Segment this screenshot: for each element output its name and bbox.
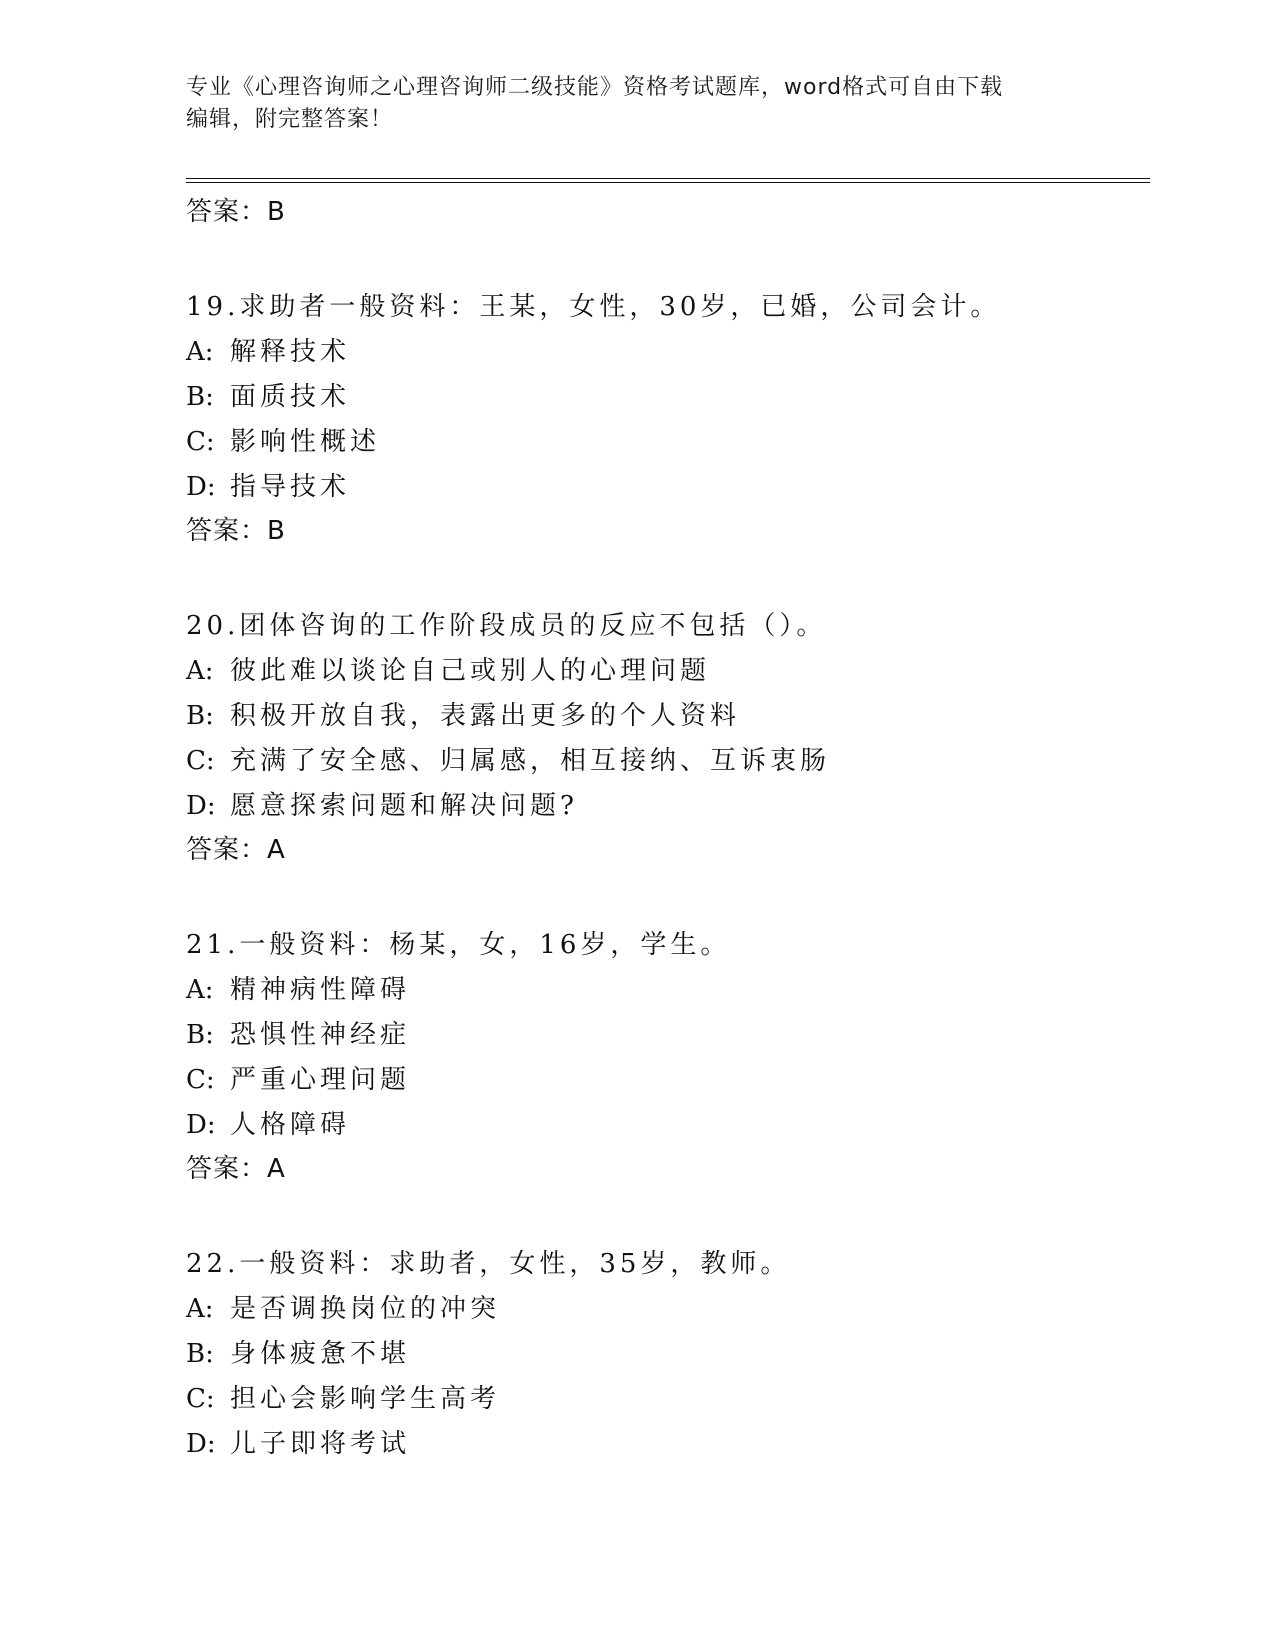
option-a [186, 649, 1150, 694]
option-a [186, 1287, 1150, 1332]
question-list [186, 191, 1150, 1467]
option-label: B: [186, 382, 214, 412]
option-label: C: [186, 1065, 215, 1095]
question-block [186, 284, 1150, 552]
option-c [186, 1377, 1150, 1422]
option-label: C: [186, 746, 215, 776]
option-text: 充满了安全感、归属感，相互接纳、互诉衷肠 [230, 746, 831, 776]
option-text: 面质技术 [230, 382, 351, 412]
option-c [186, 420, 1150, 465]
header-line-1: 专业《心理咨询师之心理咨询师二级技能》资格考试题库，word格式可自由下载 [186, 75, 1004, 100]
option-text: 儿子即将考试 [230, 1429, 411, 1459]
option-d [186, 1422, 1150, 1467]
option-text: 严重心理问题 [230, 1065, 411, 1095]
answer-line: 答案：A [186, 835, 286, 865]
option-label: D: [186, 791, 216, 821]
question-block [186, 603, 1150, 871]
option-label: A: [186, 1294, 214, 1324]
option-text: 指导技术 [230, 472, 351, 502]
option-label: A: [186, 337, 214, 367]
option-label: C: [186, 427, 215, 457]
option-label: B: [186, 701, 214, 731]
option-label: C: [186, 1384, 215, 1414]
question-stem: 21.一般资料：杨某，女，16岁，学生。 [186, 930, 731, 960]
header-line-2: 编辑，附完整答案！ [186, 107, 394, 132]
option-text: 愿意探索问题和解决问题? [230, 791, 578, 821]
option-text: 恐惧性神经症 [230, 1020, 411, 1050]
option-a [186, 968, 1150, 1013]
option-c [186, 739, 1150, 784]
option-text: 彼此难以谈论自己或别人的心理问题 [230, 656, 711, 686]
option-label: D: [186, 472, 216, 502]
option-d [186, 784, 1150, 829]
answer-line: 答案：B [186, 197, 286, 227]
option-label: B: [186, 1020, 214, 1050]
option-text: 是否调换岗位的冲突 [230, 1294, 501, 1324]
option-d [186, 1103, 1150, 1148]
question-stem: 20.团体咨询的工作阶段成员的反应不包括（）。 [186, 611, 827, 641]
option-label: D: [186, 1110, 216, 1140]
option-c [186, 1058, 1150, 1103]
option-text: 身体疲惫不堪 [230, 1339, 411, 1369]
answer-line: 答案：A [186, 1154, 286, 1184]
spacer [186, 871, 1150, 922]
option-d [186, 465, 1150, 510]
option-a [186, 330, 1150, 375]
spacer [186, 552, 1150, 603]
answer-line: 答案：B [186, 516, 286, 546]
question-stem: 22.一般资料：求助者，女性，35岁，教师。 [186, 1249, 791, 1279]
option-text: 精神病性障碍 [230, 975, 411, 1005]
option-label: B: [186, 1339, 214, 1369]
question-stem: 19.求助者一般资料：王某，女性，30岁，已婚，公司会计。 [186, 292, 1001, 322]
option-label: A: [186, 975, 214, 1005]
header-rule-top [186, 178, 1150, 179]
question-block [186, 1241, 1150, 1467]
option-text: 影响性概述 [230, 427, 381, 457]
option-b [186, 1332, 1150, 1377]
header-rule-bottom [186, 182, 1150, 183]
option-text: 担心会影响学生高考 [230, 1384, 501, 1414]
question-block [186, 922, 1150, 1190]
option-text: 积极开放自我，表露出更多的个人资料 [230, 701, 741, 731]
spacer [186, 1190, 1150, 1241]
option-b [186, 375, 1150, 420]
option-text: 解释技术 [230, 337, 351, 367]
option-b [186, 694, 1150, 739]
option-label: D: [186, 1429, 216, 1459]
option-b [186, 1013, 1150, 1058]
option-label: A: [186, 656, 214, 686]
spacer [186, 233, 1150, 284]
option-text: 人格障碍 [230, 1110, 351, 1140]
page-header [186, 72, 1066, 136]
